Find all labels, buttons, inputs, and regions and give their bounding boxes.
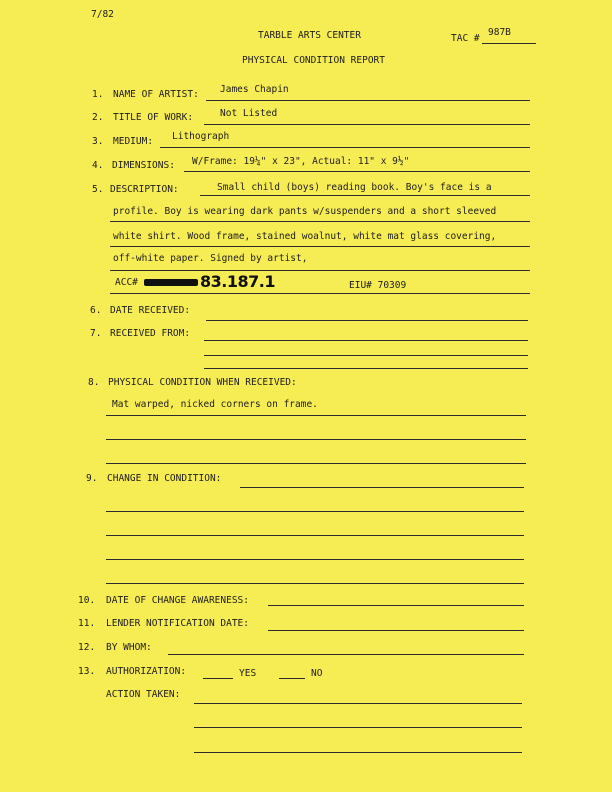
description-label: DESCRIPTION: xyxy=(110,184,179,195)
description-rule-1 xyxy=(200,195,530,196)
authorization-yes-blank[interactable] xyxy=(203,678,233,679)
change-in-condition-line-5[interactable] xyxy=(106,583,524,584)
by-whom-label: BY WHOM: xyxy=(106,642,152,653)
date-of-change-line[interactable] xyxy=(268,605,524,606)
physical-condition-label: PHYSICAL CONDITION WHEN RECEIVED: xyxy=(108,377,297,388)
description-line-3[interactable]: white shirt. Wood frame, stained woalnut, white mat glass covering, xyxy=(113,231,497,242)
field-9-number: 9. xyxy=(86,473,98,484)
form-date-code: 7/82 xyxy=(91,9,114,20)
field-2-number: 2. xyxy=(92,112,104,123)
field-13-number: 13. xyxy=(78,666,96,677)
date-received-line[interactable] xyxy=(206,320,528,321)
received-from-line-1[interactable] xyxy=(204,340,528,341)
field-3-number: 3. xyxy=(92,136,104,147)
field-10-number: 10. xyxy=(78,595,96,606)
received-from-line-2[interactable] xyxy=(204,355,528,356)
dimensions-label: DIMENSIONS: xyxy=(112,160,175,171)
description-rule-3 xyxy=(110,246,530,247)
field-11-number: 11. xyxy=(78,618,96,629)
medium-value[interactable]: Lithograph xyxy=(172,131,230,142)
received-from-line-3[interactable] xyxy=(204,368,528,369)
artist-label: NAME OF ARTIST: xyxy=(113,89,199,100)
description-rule-4 xyxy=(110,270,530,271)
tac-line xyxy=(482,43,536,44)
change-in-condition-label: CHANGE IN CONDITION: xyxy=(107,473,222,484)
authorization-no-blank[interactable] xyxy=(279,678,305,679)
authorization-yes-label: YES xyxy=(239,668,257,679)
tac-label: TAC # xyxy=(451,33,480,44)
by-whom-line[interactable] xyxy=(168,654,524,655)
action-taken-line-1[interactable] xyxy=(194,703,522,704)
physical-condition-line-1 xyxy=(106,415,526,416)
field-6-number: 6. xyxy=(90,305,102,316)
change-in-condition-line-2[interactable] xyxy=(106,511,524,512)
field-8-number: 8. xyxy=(88,377,100,388)
date-received-label: DATE RECEIVED: xyxy=(110,305,191,316)
action-taken-line-2[interactable] xyxy=(194,727,522,728)
description-rule-2 xyxy=(110,221,530,222)
change-in-condition-line-4[interactable] xyxy=(106,559,524,560)
description-line-4[interactable]: off-white paper. Signed by artist, xyxy=(113,253,308,264)
action-taken-line-3[interactable] xyxy=(194,752,522,753)
action-taken-label: ACTION TAKEN: xyxy=(106,689,181,700)
title-of-work-line xyxy=(204,124,530,125)
field-4-number: 4. xyxy=(92,160,104,171)
authorization-no-label: NO xyxy=(311,668,323,679)
dimensions-value[interactable]: W/Frame: 19¼" x 23", Actual: 11" x 9½" xyxy=(192,156,410,167)
physical-condition-line-3[interactable] xyxy=(106,463,526,464)
date-of-change-label: DATE OF CHANGE AWARENESS: xyxy=(106,595,249,606)
physical-condition-line-2[interactable] xyxy=(106,439,526,440)
artist-value[interactable]: James Chapin xyxy=(220,84,289,95)
redaction-mark xyxy=(144,279,198,286)
acc-line xyxy=(110,293,530,294)
field-7-number: 7. xyxy=(90,328,102,339)
description-line-2[interactable]: profile. Boy is wearing dark pants w/suspenders and a short sleeved xyxy=(113,206,497,217)
report-title: PHYSICAL CONDITION REPORT xyxy=(242,55,385,66)
change-in-condition-line-1[interactable] xyxy=(240,487,524,488)
title-of-work-value[interactable]: Not Listed xyxy=(220,108,278,119)
dimensions-line xyxy=(184,171,530,172)
title-of-work-label: TITLE OF WORK: xyxy=(113,112,194,123)
lender-notification-label: LENDER NOTIFICATION DATE: xyxy=(106,618,249,629)
lender-notification-line[interactable] xyxy=(268,630,524,631)
artist-line xyxy=(206,100,530,101)
authorization-label: AUTHORIZATION: xyxy=(106,666,187,677)
org-name: TARBLE ARTS CENTER xyxy=(258,30,361,41)
physical-condition-value[interactable]: Mat warped, nicked corners on frame. xyxy=(112,399,318,410)
description-line-1[interactable]: Small child (boys) reading book. Boy's face is a xyxy=(217,182,492,193)
field-1-number: 1. xyxy=(92,89,104,100)
field-12-number: 12. xyxy=(78,642,96,653)
acc-number-handwritten[interactable]: 83.187.1 xyxy=(200,272,275,291)
acc-label: ACC# xyxy=(115,277,138,288)
medium-line xyxy=(160,147,530,148)
eiu-number: EIU# 70309 xyxy=(349,280,407,291)
tac-value[interactable]: 987B xyxy=(488,27,511,38)
field-5-number: 5. xyxy=(92,184,104,195)
medium-label: MEDIUM: xyxy=(113,136,154,147)
received-from-label: RECEIVED FROM: xyxy=(110,328,191,339)
change-in-condition-line-3[interactable] xyxy=(106,535,524,536)
